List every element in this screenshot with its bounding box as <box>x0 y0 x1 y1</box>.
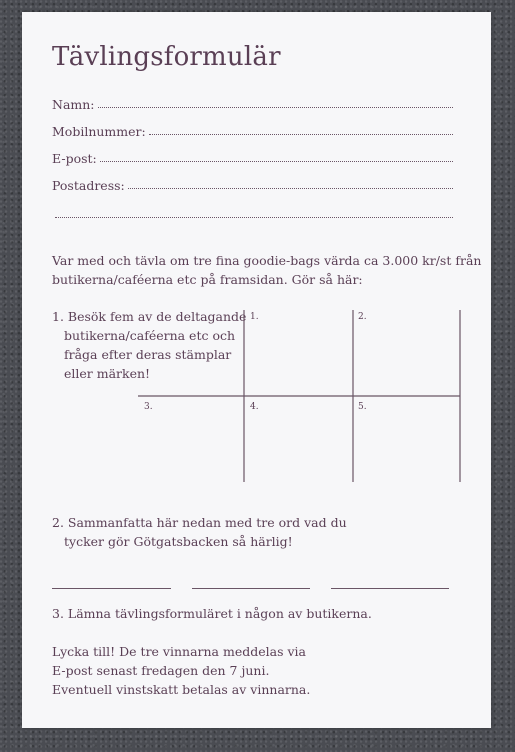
name-field[interactable] <box>52 94 453 112</box>
mobile-field[interactable] <box>52 121 453 139</box>
answer-word-2-line[interactable] <box>192 588 310 589</box>
closing-line-3: Eventuell vinstskatt betalas av vinnarna. <box>52 682 311 697</box>
email-field[interactable] <box>52 148 453 166</box>
postal-address-line-2-line <box>55 216 453 218</box>
email-field-line <box>100 160 453 162</box>
answer-word-3-line[interactable] <box>331 588 449 589</box>
mobile-field-line <box>149 133 453 135</box>
postal-address-line-2[interactable] <box>52 204 453 222</box>
step1-line-2: butikerna/caféerna etc och <box>64 328 236 343</box>
step3-text: 3. Lämna tävlingsformuläret i någon av butikerna. <box>52 606 372 621</box>
closing-line-1: Lycka till! De tre vinnarna meddelas via <box>52 644 306 659</box>
closing-line-2: E-post senast fredagen den 7 juni. <box>52 663 270 678</box>
step2-line-1: 2. Sammanfatta här nedan med tre ord vad du <box>52 515 347 530</box>
postal-address-field[interactable] <box>52 175 453 193</box>
stamp-box-1-number: 1. <box>250 312 259 322</box>
postal-address-field-label: Postadress: <box>52 178 125 193</box>
intro-line-1: Var med och tävla om tre fina goodie-bags värda ca 3.000 kr/st från <box>52 253 482 268</box>
intro-line-2: butikerna/caféerna etc på framsidan. Gör så här: <box>52 272 363 287</box>
contest-form-sheet <box>22 12 491 728</box>
name-field-line <box>98 106 453 108</box>
postal-address-field-line <box>128 187 453 189</box>
stamp-box-5-number: 5. <box>358 402 367 412</box>
mobile-field-label: Mobilnummer: <box>52 124 146 139</box>
stamp-box-3-number: 3. <box>144 402 153 412</box>
step2-line-2: tycker gör Götgatsbacken så härlig! <box>64 534 293 549</box>
step1-line-3: fråga efter deras stämplar <box>64 347 232 362</box>
email-field-label: E-post: <box>52 151 97 166</box>
answer-word-1-line[interactable] <box>52 588 171 589</box>
step1-line-1: 1. Besök fem av de deltagande <box>52 309 247 324</box>
name-field-label: Namn: <box>52 97 95 112</box>
step1-line-4: eller märken! <box>64 366 151 381</box>
form-title: Tävlingsformulär <box>52 42 281 72</box>
stamp-box-2-number: 2. <box>358 312 367 322</box>
stamp-box-4-number: 4. <box>250 402 259 412</box>
